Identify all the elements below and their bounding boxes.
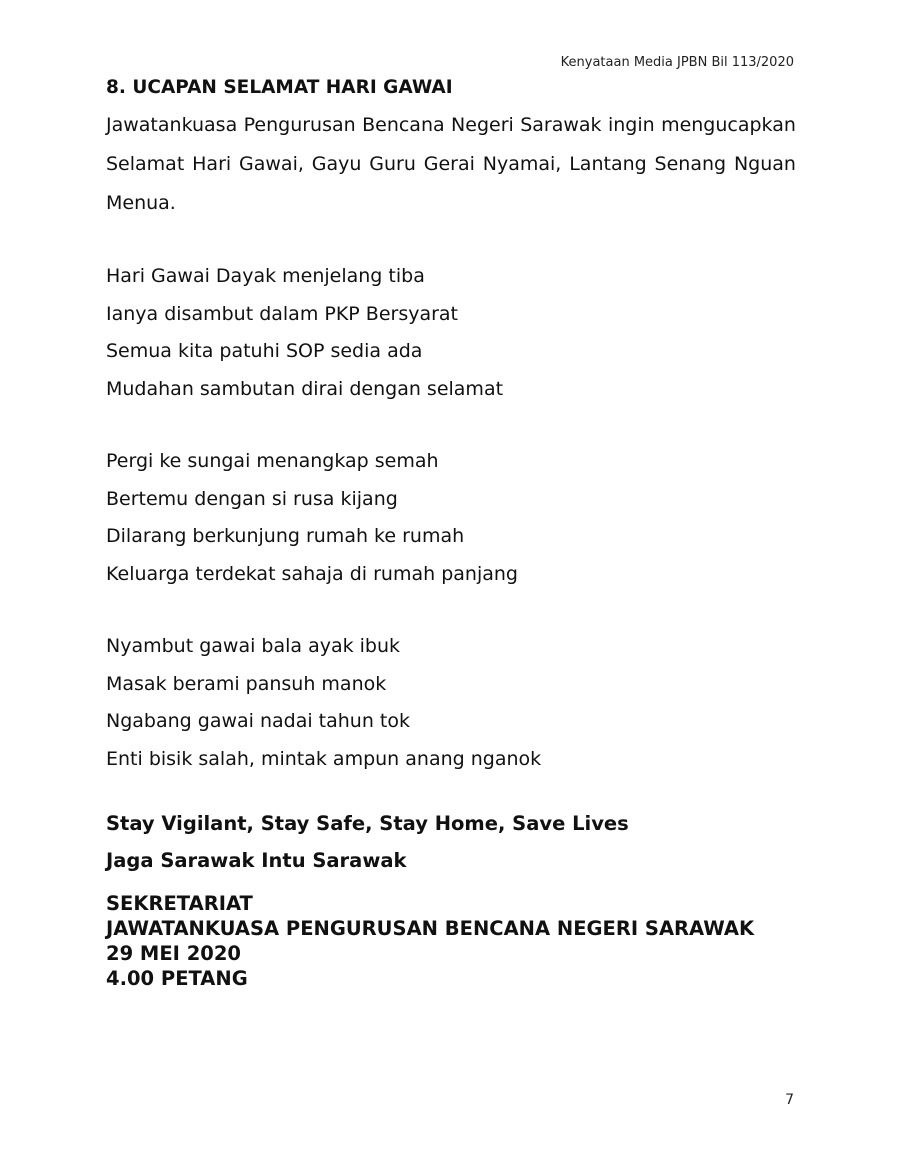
pantun-line: Semua kita patuhi SOP sedia ada — [106, 340, 423, 362]
intro-line-1 — [106, 106, 796, 145]
intro-word: Gerai — [423, 153, 475, 175]
intro-word: Gawai, — [239, 153, 304, 175]
intro-word: Hari — [192, 153, 232, 175]
intro-word: Negeri — [451, 114, 514, 136]
pantun-line: Pergi ke sungai menangkap semah — [106, 450, 439, 472]
media-statement-reference: Kenyataan Media JPBN Bil 113/2020 — [560, 55, 794, 70]
page-number: 7 — [785, 1092, 794, 1108]
intro-word: mengucapkan — [661, 114, 796, 136]
pantun-stanza-1 — [106, 258, 796, 408]
intro-word: Pengurusan — [243, 114, 356, 136]
committee-name: JAWATANKUASA PENGURUSAN BENCANA NEGERI SARAWAK — [106, 917, 755, 940]
intro-word: Nyamai, — [482, 153, 562, 175]
pantun-line: Nyambut gawai bala ayak ibuk — [106, 635, 401, 657]
pantun-line: Keluarga terdekat sahaja di rumah panjang — [106, 562, 518, 585]
intro-word: Senang — [654, 153, 727, 175]
intro-line-2 — [106, 145, 796, 184]
pantun-stanza-3 — [106, 628, 796, 778]
pantun-stanza-2 — [106, 443, 796, 593]
pantun-line: Bertemu dengan si rusa kijang — [106, 487, 398, 510]
pantun-line: Masak berami pansuh manok — [106, 672, 387, 695]
intro-word: Jawatankuasa — [106, 114, 238, 136]
intro-word: Bencana — [362, 114, 445, 136]
intro-word: Selamat — [106, 153, 185, 175]
intro-line-3: Menua. — [106, 192, 176, 214]
intro-word: ingin — [607, 114, 655, 136]
pantun-line: Ianya disambut dalam PKP Bersyarat — [106, 302, 459, 325]
intro-word: Gayu — [311, 153, 362, 175]
slogan-jaga-sarawak: Jaga Sarawak Intu Sarawak — [106, 849, 407, 872]
pantun-line: Ngabang gawai nadai tahun tok — [106, 710, 411, 732]
pantun-line: Dilarang berkunjung rumah ke rumah — [106, 525, 465, 547]
intro-word: Guru — [369, 153, 416, 175]
page-content — [106, 76, 796, 991]
pantun-line: Mudahan sambutan dirai dengan selamat — [106, 377, 504, 400]
intro-word: Lantang — [569, 153, 647, 175]
pantun-line: Hari Gawai Dayak menjelang tiba — [106, 265, 425, 287]
intro-paragraph — [106, 106, 796, 223]
slogans — [106, 805, 796, 879]
statement-date: 29 MEI 2020 — [106, 942, 241, 965]
section-title: 8. UCAPAN SELAMAT HARI GAWAI — [106, 77, 453, 98]
statement-time: 4.00 PETANG — [106, 967, 248, 990]
intro-word: Nguan — [733, 153, 796, 175]
pantun-line: Enti bisik salah, mintak ampun anang nganok — [106, 747, 542, 770]
secretariat-signature — [106, 891, 796, 991]
intro-word: Sarawak — [520, 114, 602, 136]
secretariat-label: SEKRETARIAT — [106, 892, 253, 915]
slogan-stay-safe: Stay Vigilant, Stay Safe, Stay Home, Save Lives — [106, 812, 629, 835]
